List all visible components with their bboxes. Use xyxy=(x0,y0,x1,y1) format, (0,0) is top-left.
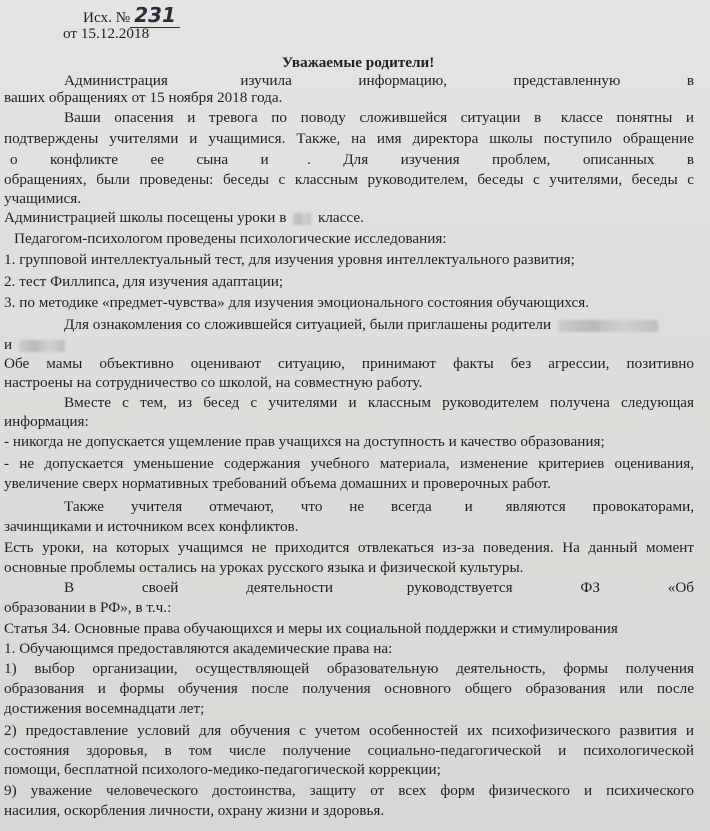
text-line: настроены на сотрудничество со школой, на совместную работу. xyxy=(4,374,423,391)
text-line: Вместе с тем, из бесед с учителями и классным руководителем получена следующая xyxy=(64,394,694,411)
text-line xyxy=(4,208,364,227)
ref-prefix: Исх. № xyxy=(83,9,131,26)
redacted-text xyxy=(19,340,65,352)
text-line: Есть уроки, на которых учащимся не приходится отвлекаться из-за поведения. На данный момент xyxy=(4,539,694,556)
text-fragment: . Для изучения проблем, описанных в xyxy=(307,151,694,168)
text-line: ваших обращениях от 15 ноября 2018 года. xyxy=(4,89,283,106)
text-line: насилия, оскорбления личности, охрану жизни и здоровья. xyxy=(4,802,385,819)
list-item: 1) выбор организации, осуществляющей образовательную деятельность, формы получения xyxy=(4,660,694,677)
list-item: 2) предоставление условий для обучения с учетом особенностей их психофизического развития и xyxy=(4,722,694,739)
text-fragment: классе понятны и xyxy=(560,109,695,126)
text-line: Педагогом-психологом проведены психологические исследования: xyxy=(14,230,447,247)
text-line: состояния здоровья, в том числе получение социально-педагогической и психологической xyxy=(4,742,694,759)
list-item: 3. по методике «предмет-чувства» для изучения эмоционального состояния обучающихся. xyxy=(4,294,590,311)
text-fragment: и xyxy=(464,498,473,515)
text-line xyxy=(4,108,694,128)
text-fragment: и xyxy=(4,336,13,353)
text-line xyxy=(64,315,661,334)
text-line: основные проблемы остались на уроках русского языка и физической культуры. xyxy=(4,559,524,576)
list-item: 2. тест Филлипса, для изучения адаптации; xyxy=(4,273,284,290)
text-fragment: руководствуется ФЗ «Об xyxy=(406,579,695,596)
text-line: увеличение сверх нормативных требований объема домашних и проверочных работ. xyxy=(4,475,551,492)
text-fragment: являются провокаторами, xyxy=(505,498,695,515)
text-fragment: классе. xyxy=(317,209,364,226)
text-line xyxy=(4,335,68,354)
text-line: учащимися. xyxy=(4,190,82,207)
text-line: помощи, бесплатной психолого-медико-педагогической коррекции; xyxy=(4,761,441,778)
text-line: достижения восемнадцати лет; xyxy=(4,700,205,717)
text-line: зачинщиками и источником всех конфликтов. xyxy=(4,518,299,535)
text-line: образовании в РФ», в т.ч.: xyxy=(4,599,172,616)
text-fragment: Ваши опасения и тревога по поводу сложившейся ситуации в xyxy=(64,109,542,126)
text-line: Обе мамы объективно оценивают ситуацию, принимают факты без агрессии, позитивно xyxy=(4,355,694,372)
text-line: обращениях, были проведены: беседы с классным руководителем, беседы с учителями, беседы с xyxy=(4,171,694,188)
redacted-text xyxy=(558,320,658,332)
article-heading: Статья 34. Основные права обучающихся и меры их социальной поддержки и стимулирования xyxy=(4,620,618,637)
text-fragment: о конфликте ее сына и xyxy=(10,151,269,168)
text-line: информация: xyxy=(4,413,89,430)
list-item: 1. групповой интеллектуальный тест, для изучения уровня интеллектуального развития; xyxy=(4,251,575,268)
list-item: - не допускается уменьшение содержания учебного материала, изменение критериев оценивания, xyxy=(4,455,694,472)
text-fragment: изучила информацию, представленную в xyxy=(240,72,695,89)
text-line xyxy=(4,497,694,517)
text-line: образования и формы обучения после получения основного общего образования или после xyxy=(4,680,694,697)
salutation: Уважаемые родители! xyxy=(282,54,435,71)
letter-date: от 15.12.2018 xyxy=(63,25,150,42)
redacted-text xyxy=(293,213,311,225)
text-fragment: Администрацией школы посещены уроки в xyxy=(4,209,287,226)
text-line: 1. Обучающимся предоставляются академические права на: xyxy=(4,640,393,657)
text-fragment: Для ознакомления со сложившейся ситуацией, были приглашены родители xyxy=(64,316,552,333)
text-fragment: Администрация xyxy=(64,72,168,89)
text-line xyxy=(4,578,694,598)
text-line xyxy=(4,150,694,170)
text-fragment: Также учителя отмечают, что не всегда xyxy=(64,498,432,515)
text-line: подтверждены учителями и учащимися. Также, на имя директора школы поступило обращение xyxy=(4,130,694,147)
list-item: 9) уважение человеческого достоинства, защиту от всех форм физического и психического xyxy=(4,782,694,799)
handwritten-number: 231 xyxy=(130,3,180,28)
list-item: - никогда не допускается ущемление прав учащихся на доступность и качество образования; xyxy=(4,433,605,450)
text-fragment: В своей деятельности xyxy=(64,579,334,596)
